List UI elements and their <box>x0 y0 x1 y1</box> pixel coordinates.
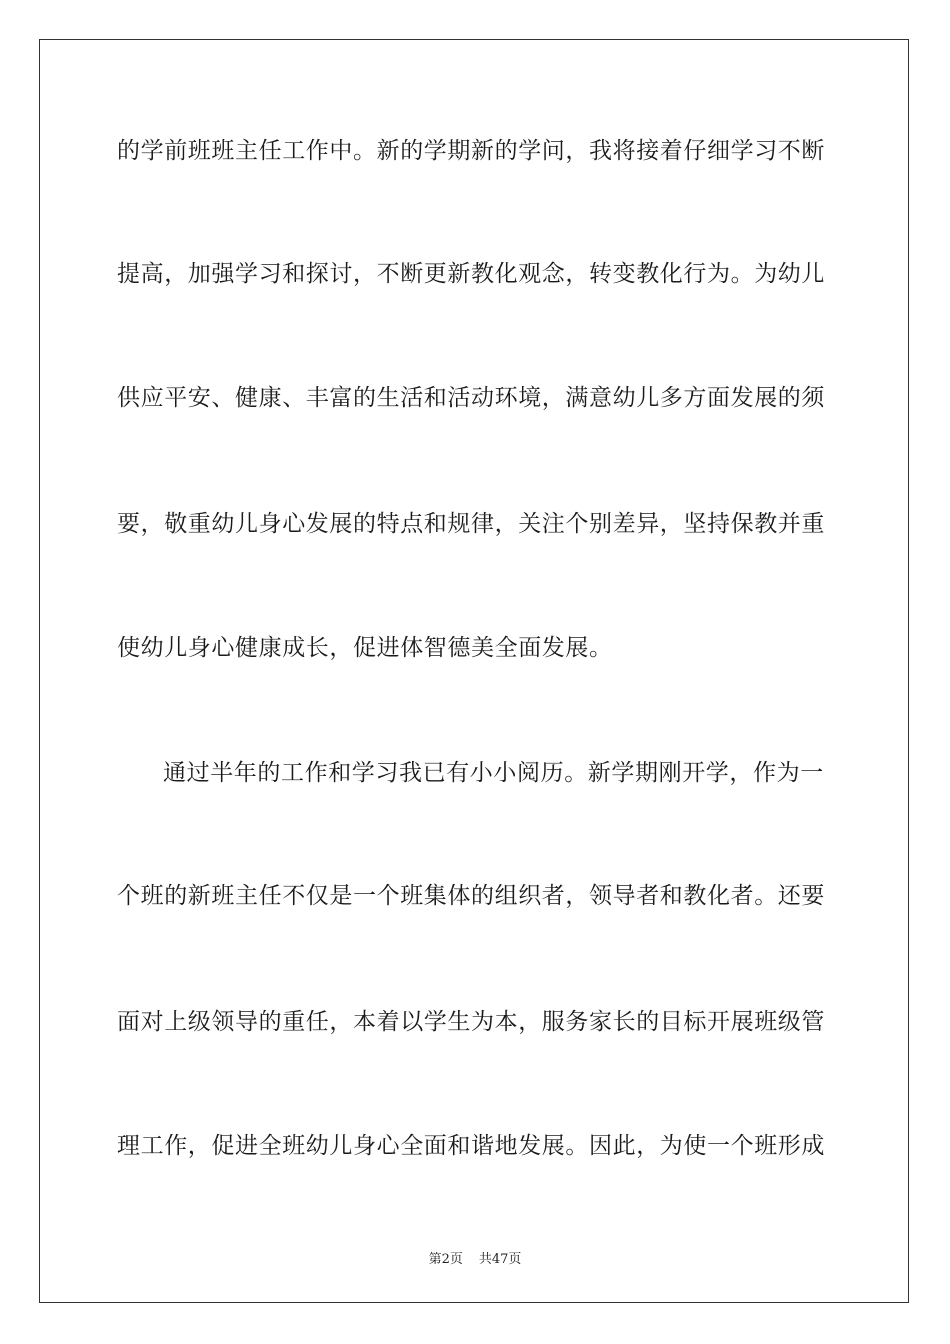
text-line: 的学前班班主任工作中。新的学期新的学问，我将接着仔细学习不断 <box>117 138 825 164</box>
text-line: 理工作，促进全班幼儿身心全面和谐地发展。因此，为使一个班形成 <box>117 1133 825 1159</box>
text-line: 提高，加强学习和探讨，不断更新教化观念，转变教化行为。为幼儿 <box>117 261 825 287</box>
text-line: 使幼儿身心健康成长，促进体智德美全面发展。 <box>117 635 613 661</box>
text-line: 要，敬重幼儿身心发展的特点和规律，关注个别差异，坚持保教并重 <box>117 511 825 537</box>
page-border <box>39 39 909 1303</box>
text-line: 通过半年的工作和学习我已有小小阅历。新学期刚开学，作为一 <box>163 760 824 786</box>
page-total: 共47页 <box>478 1252 522 1267</box>
page-number: 第2页 <box>428 1252 463 1267</box>
text-line: 面对上级领导的重任，本着以学生为本，服务家长的目标开展班级管 <box>117 1009 825 1035</box>
text-line: 供应平安、健康、丰富的生活和活动环境，满意幼儿多方面发展的须 <box>117 385 825 411</box>
text-line: 个班的新班主任不仅是一个班集体的组织者，领导者和教化者。还要 <box>117 883 825 909</box>
page-footer <box>0 1248 950 1267</box>
